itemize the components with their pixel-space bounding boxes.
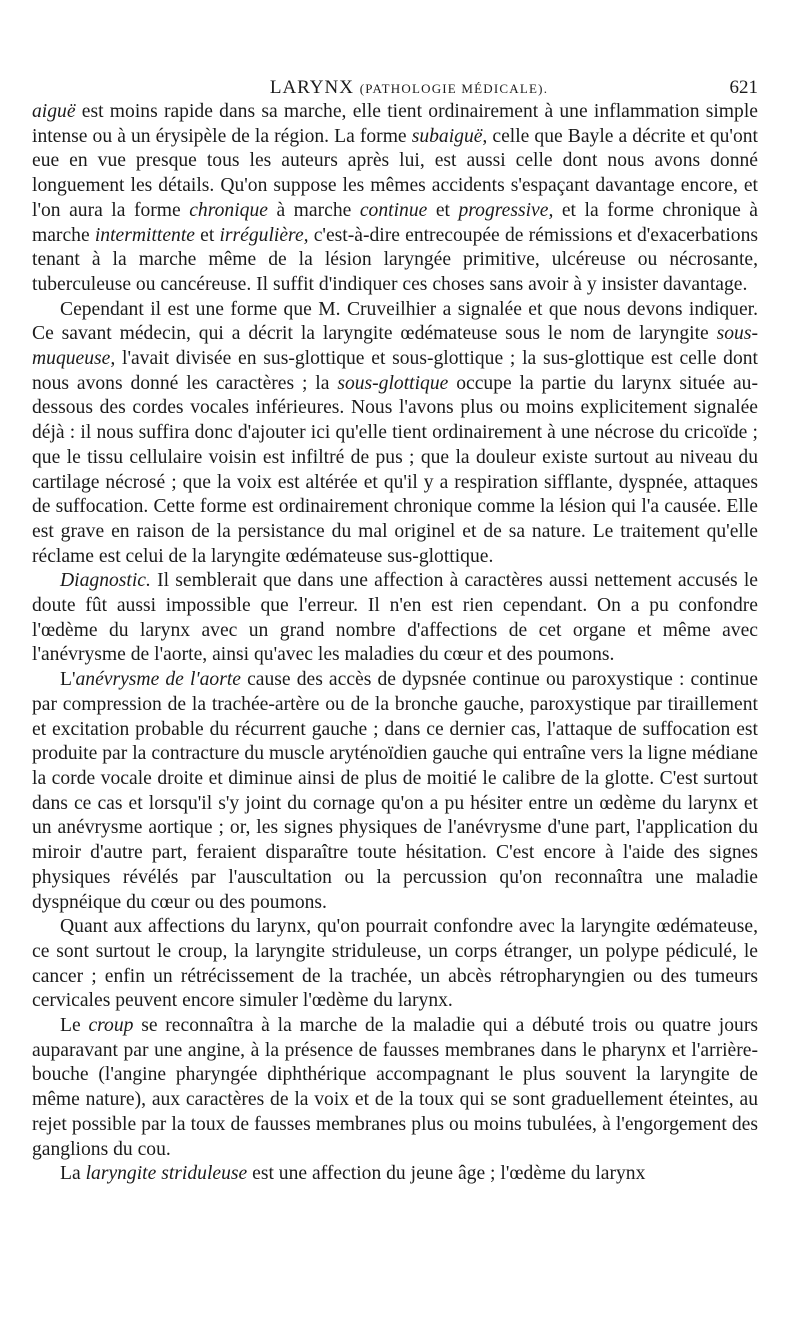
italic-text: intermittente bbox=[94, 224, 195, 246]
running-header bbox=[60, 76, 758, 100]
italic-text: sous-glottique bbox=[337, 372, 449, 394]
paragraph bbox=[32, 668, 758, 915]
italic-text: aiguë bbox=[32, 101, 76, 122]
text-run: L' bbox=[60, 669, 76, 691]
italic-text: chronique bbox=[189, 199, 268, 221]
paragraph bbox=[32, 298, 758, 570]
text-run: Il semblerait que dans une affection à caractères aussi nettement accusés le doute fût aussi impossible que l'erreur. Il n'en est rien cependant. On a pu confondre l'œdème du larynx avec un grand nombre d'affections de cet organe et même avec l'anévrysme de l'aorte, ainsi qu'avec les maladies du cœur et des poumons. bbox=[32, 570, 758, 666]
text-run: celle que Bayle a décrite et qu'ont eue en vue presque tous les auteurs après lui, est aussi celle dont nous avons donné longuement les détails. Qu'on suppose les mêmes accidents s'espaçant davantage encore, et l'on aura la forme bbox=[32, 125, 758, 221]
page-number: 621 bbox=[729, 77, 758, 98]
text-run: c'est-à-dire entrecoupée de rémissions et d'exacerbations tenant à la marche même de la lésion laryngée primitive, ulcéreuse ou nécrosante, tuberculeuse ou cancéreuse. Il suffit d'indiquer ces choses sans avoir à y insister davantage. bbox=[32, 224, 758, 295]
paragraph bbox=[32, 1162, 758, 1187]
italic-text: progressive, bbox=[458, 199, 554, 221]
text-run: est moins rapide dans sa marche, elle tient ordinairement à une inflammation simple intense ou à un érysipèle de la région. La forme bbox=[32, 101, 758, 147]
text-run: est une affection du jeune âge ; l'œdème du larynx bbox=[247, 1163, 646, 1185]
running-title-subtitle: (PATHOLOGIE MÉDICALE). bbox=[359, 81, 549, 96]
text-run: occupe la partie du larynx située au-dessous des cordes vocales inférieures. Nous l'avons plus ou moins explicitement signalée déjà : il nous suffira donc d'ajouter ici qu'elle tient ordinairement à une nécrose du cricoïde ; que le tissu cellulaire voisin est infiltré de pus ; que la douleur existe surtout au niveau du cartilage nécrosé ; que la voix est altérée et qu'il y a respiration sifflante, dyspnée, attaques de suffocation. Cette forme est ordinairement chronique comme la lésion qui l'a causée. Elle est grave en raison de la persistance du mal originel et de sa nature. Le traitement qu'elle réclame est celui de la laryngite œdémateuse sus-glottique. bbox=[32, 372, 758, 567]
italic-text: continue bbox=[359, 199, 428, 221]
text-run: cause des accès de dypsnée continue ou paroxystique : continue par compression de la trachée-artère ou de la bronche gauche, paroxystique par tiraillement et excitation probable du récurrent gauche ; dans ce dernier cas, l'attaque de suffocation est produite par la contracture du muscle aryténoïdien gauche qui entraîne vers la ligne médiane la corde vocale droite et diminue ainsi de plus de moitié le calibre de la glotte. C'est surtout dans ce cas et lorsqu'il s'y joint du cornage qu'on a pu hésiter entre un œdème du larynx et un anévrysme aortique ; or, les signes physiques de l'anévrysme d'une part, l'application du miroir d'autre part, feraient disparaître toute hésitation. C'est encore à l'aide des signes physiques révélés par l'auscultation ou la percussion qu'on reconnaîtra une maladie dyspnéique du cœur ou des poumons. bbox=[32, 669, 758, 913]
italic-text: anévrysme de l'aorte bbox=[75, 669, 241, 691]
text-run: et la forme chronique à marche bbox=[32, 199, 758, 246]
italic-text: croup bbox=[88, 1015, 134, 1037]
text-run: Quant aux affections du larynx, qu'on pourrait confondre avec la laryngite œdémateuse, ce sont surtout le croup, la laryngite striduleuse, un corps étranger, un polype pédiculé, le cancer ; enfin un rétrécissement de la trachée, un abcès rétropharyngien ou des tumeurs cervicales peuvent encore simuler l'œdème du larynx. bbox=[32, 916, 758, 1012]
text-run: et bbox=[194, 224, 220, 246]
italic-text: subaiguë, bbox=[411, 125, 488, 147]
italic-text: irrégulière, bbox=[219, 224, 309, 246]
paragraph bbox=[32, 1014, 758, 1162]
running-title bbox=[60, 76, 758, 101]
text-run: à marche bbox=[267, 199, 360, 221]
paragraph bbox=[32, 569, 758, 668]
running-title-main: LARYNX bbox=[269, 77, 354, 98]
italic-text: laryngite striduleuse bbox=[85, 1163, 248, 1185]
text-run: se reconnaîtra à la marche de la maladie qui a débuté trois ou quatre jours auparavant par une angine, à la présence de fausses membranes dans le pharynx et l'arrière-bouche (l'angine pharyngée diphthérique accompagnant le plus souvent la laryngite de même nature), aux caractères de la voix et de la toux qui se sont graduellement éteintes, au rejet possible par la toux de fausses membranes plus ou moins tubulées, à l'engorgement des ganglions du cou. bbox=[32, 1015, 758, 1160]
text-run: Cependant il est une forme que M. Cruveilhier a signalée et que nous devons indiquer. Ce savant médecin, qui a décrit la laryngite œdémateuse sous le nom de laryngite bbox=[32, 298, 758, 345]
text-run: Le bbox=[60, 1015, 89, 1037]
paragraph bbox=[32, 915, 758, 1014]
body-text bbox=[32, 100, 758, 1187]
text-run: et bbox=[427, 199, 459, 221]
italic-text: Diagnostic. bbox=[60, 570, 151, 592]
paragraph bbox=[32, 100, 758, 298]
italic-text: sous-muqueuse, bbox=[32, 323, 758, 370]
text-run: La bbox=[60, 1163, 86, 1185]
text-run: l'avait divisée en sus-glottique et sous-glottique ; la sus-glottique est celle dont nous avons donné les caractères ; la bbox=[32, 348, 758, 394]
